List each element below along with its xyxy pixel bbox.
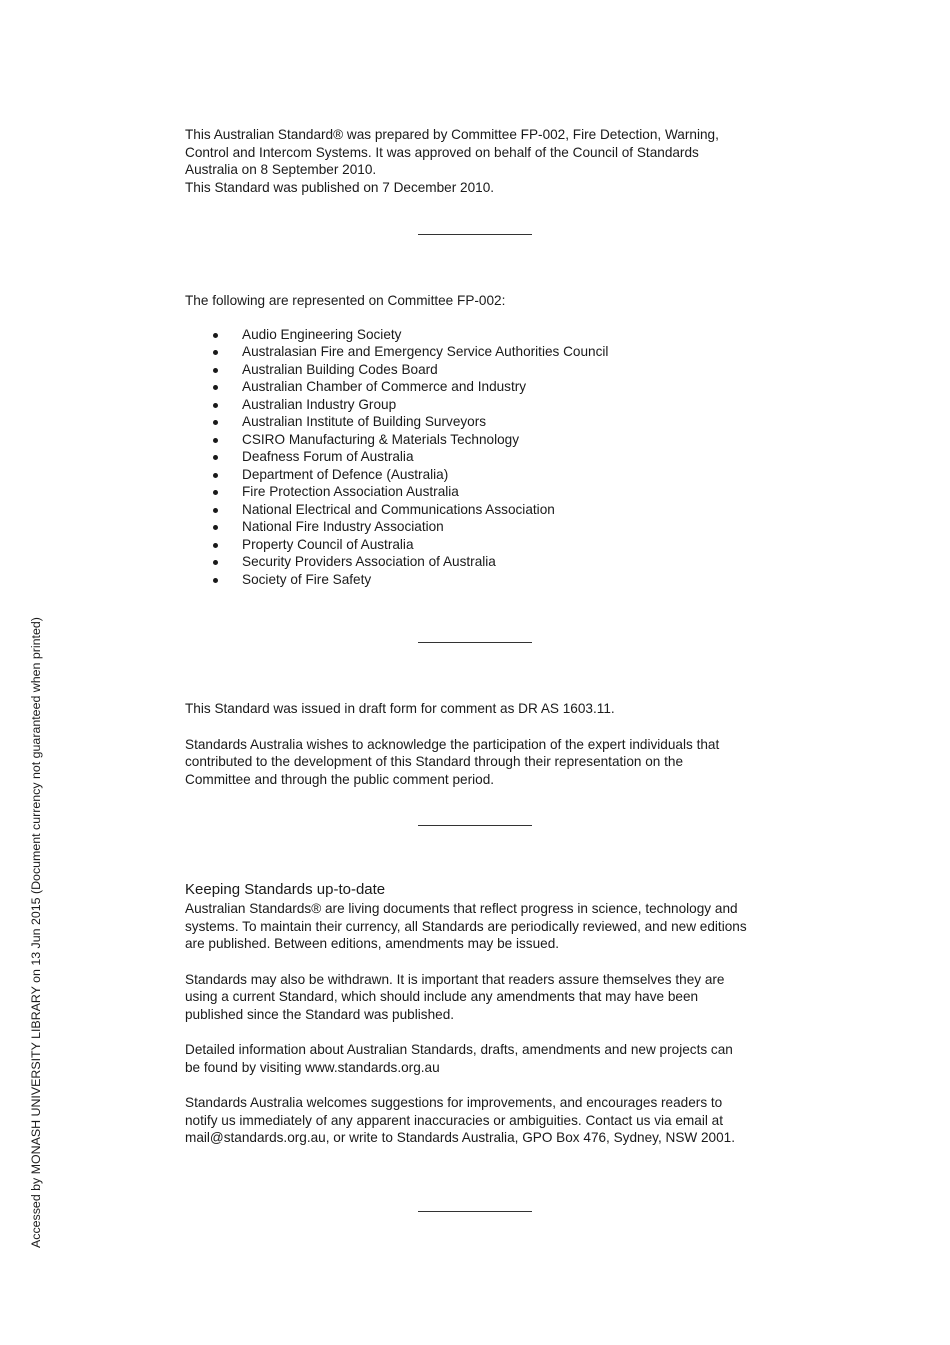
paragraph-line: Detailed information about Australian Standards, drafts, amendments and new projects can bbox=[185, 1042, 733, 1057]
list-item: Australian Industry Group bbox=[185, 396, 785, 414]
section-divider bbox=[418, 825, 532, 826]
bullet-icon bbox=[213, 350, 218, 355]
paragraph-line: Standards Australia welcomes suggestions for improvements, and encourages readers to bbox=[185, 1095, 723, 1110]
bullet-icon bbox=[213, 455, 218, 460]
section-divider bbox=[418, 234, 532, 235]
section-heading: Keeping Standards up-to-date bbox=[185, 881, 386, 898]
list-item: Australian Chamber of Commerce and Industry bbox=[185, 378, 785, 396]
list-item: National Fire Industry Association bbox=[185, 518, 785, 536]
bullet-icon bbox=[213, 578, 218, 583]
publication-line: This Standard was published on 7 December 2010. bbox=[185, 179, 495, 195]
list-item: Fire Protection Association Australia bbox=[185, 483, 785, 501]
draft-section bbox=[185, 700, 785, 788]
list-item: Property Council of Australia bbox=[185, 536, 785, 554]
acknowledgement-line: Committee and through the public comment period. bbox=[185, 771, 495, 787]
section-divider bbox=[418, 1211, 532, 1212]
bullet-icon bbox=[213, 420, 218, 425]
list-item: Department of Defence (Australia) bbox=[185, 466, 785, 484]
bullet-icon bbox=[213, 560, 218, 565]
bullet-icon bbox=[213, 525, 218, 530]
paragraph-line: are published. Between editions, amendments may be issued. bbox=[185, 936, 560, 951]
list-item: National Electrical and Communications Association bbox=[185, 501, 785, 519]
keeping-standards-section bbox=[185, 880, 785, 1147]
bullet-icon bbox=[213, 368, 218, 373]
draft-issued: This Standard was issued in draft form for comment as DR AS 1603.11. bbox=[185, 701, 615, 716]
paragraph-line: published since the Standard was published. bbox=[185, 1006, 455, 1022]
committee-section bbox=[185, 292, 785, 588]
acknowledgement-line: contributed to the development of this Standard through their representation on the bbox=[185, 754, 684, 769]
list-item: Australasian Fire and Emergency Service Authorities Council bbox=[185, 343, 785, 361]
bullet-icon bbox=[213, 490, 218, 495]
paragraph-line: Standards may also be withdrawn. It is important that readers assure themselves they are bbox=[185, 971, 725, 987]
section-divider bbox=[418, 642, 532, 643]
bullet-icon bbox=[213, 333, 218, 338]
list-item: Deafness Forum of Australia bbox=[185, 448, 785, 466]
acknowledgement-line: Standards Australia wishes to acknowledge the participation of the expert individuals that bbox=[185, 736, 720, 752]
paragraph-line: mail@standards.org.au, or write to Standards Australia, GPO Box 476, Sydney, NSW 2001. bbox=[185, 1130, 736, 1145]
paragraph-line: Australian Standards® are living documents that reflect progress in science, technology and bbox=[185, 901, 738, 916]
bullet-icon bbox=[213, 473, 218, 478]
paragraph-line: using a current Standard, which should include any amendments that may have been bbox=[185, 989, 699, 1004]
list-item: Security Providers Association of Australia bbox=[185, 553, 785, 571]
approval-line: Australia on 8 September 2010. bbox=[185, 162, 377, 177]
list-item: Society of Fire Safety bbox=[185, 571, 785, 589]
access-watermark: Accessed by MONASH UNIVERSITY LIBRARY on 13 Jun 2015 (Document currency not guaranteed when printed) bbox=[29, 617, 43, 1248]
approval-statement bbox=[185, 126, 785, 196]
bullet-icon bbox=[213, 508, 218, 513]
committee-member-list bbox=[185, 326, 785, 589]
bullet-icon bbox=[213, 438, 218, 443]
bullet-icon bbox=[213, 385, 218, 390]
paragraph-line: systems. To maintain their currency, all Standards are periodically reviewed, and new editions bbox=[185, 918, 747, 934]
list-item: CSIRO Manufacturing & Materials Technology bbox=[185, 431, 785, 449]
paragraph-line: notify us immediately of any apparent inaccuracies or ambiguities. Contact us via email at bbox=[185, 1112, 723, 1128]
paragraph-line: be found by visiting www.standards.org.au bbox=[185, 1059, 440, 1075]
list-item: Audio Engineering Society bbox=[185, 326, 785, 344]
approval-line: This Australian Standard® was prepared by Committee FP-002, Fire Detection, Warning, bbox=[185, 127, 719, 142]
list-item: Australian Building Codes Board bbox=[185, 361, 785, 379]
list-item: Australian Institute of Building Surveyors bbox=[185, 413, 785, 431]
bullet-icon bbox=[213, 543, 218, 548]
committee-intro: The following are represented on Committee FP-002: bbox=[185, 293, 506, 308]
bullet-icon bbox=[213, 403, 218, 408]
approval-line: Control and Intercom Systems. It was approved on behalf of the Council of Standards bbox=[185, 144, 699, 160]
